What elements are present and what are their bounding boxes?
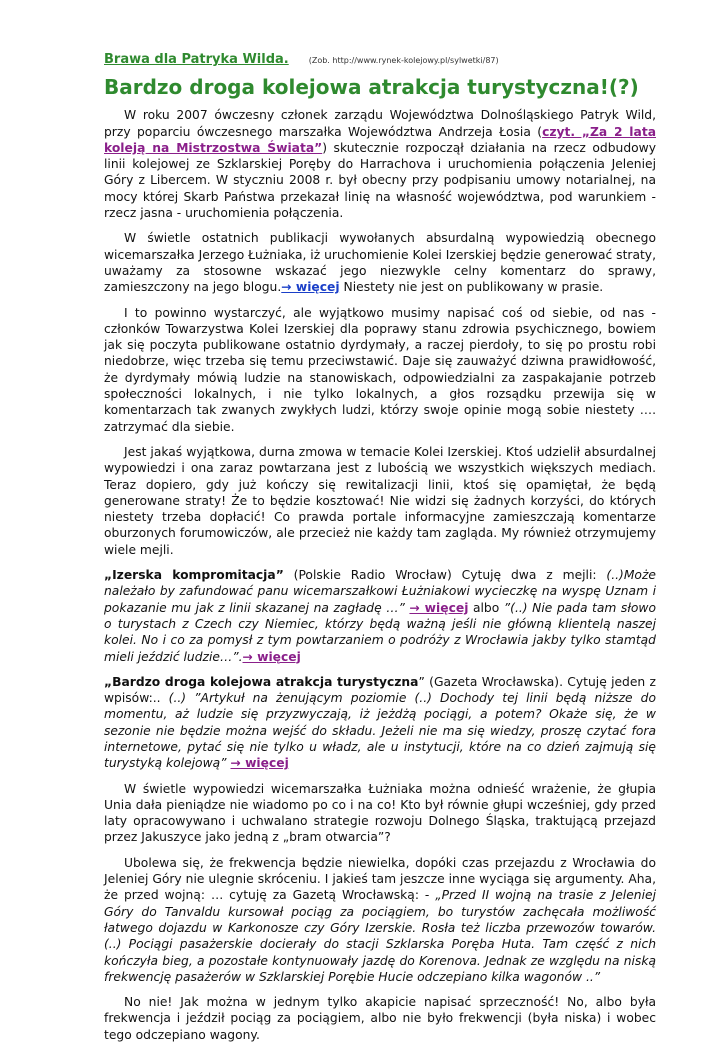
- paragraph-5: [104, 567, 656, 665]
- paragraph-5-text-b: albo: [468, 600, 504, 615]
- paragraph-5-text-a: (Polskie Radio Wrocław) Cytuję dwa z mejli:: [283, 568, 607, 583]
- paragraph-8: [104, 855, 656, 985]
- link-wiecej-radio-1[interactable]: → więcej: [409, 600, 469, 615]
- link-wiecej-blog[interactable]: → więcej: [281, 280, 340, 295]
- header-source-note: (Zob. http://www.rynek-kolejowy.pl/sylwetki/87): [308, 56, 499, 65]
- link-wiecej-radio-2[interactable]: → więcej: [242, 649, 301, 664]
- paragraph-2-text-b: Niestety nie jest on publikowany w prasie.: [339, 280, 604, 295]
- paragraph-8-quote: „Przed II wojną na trasie z Jeleniej Góry do Tanvaldu kursował pociąg za pociągiem, bo turystów zachęcała możliwość łatwego dojazdu w Karkonosze czy Góry Izerskie. Rosła też liczba przewozów towarów. (..) Pociągi pasażerskie docierały do stacji Szklarska Poręba Huta. Tam część z nich kończyła bieg, a pozostałe kontynuowały jazdę do Korenova. Jednak ze względu na niską frekwencję pasażerów w Szklarskiej Porębie Hucie odczepiano kilka wagonów ..”: [104, 888, 656, 984]
- paragraph-6: [104, 674, 656, 772]
- quote-title-izerska: „Izerska kompromitacja”: [104, 568, 284, 583]
- link-wiecej-gazeta[interactable]: → więcej: [230, 756, 289, 771]
- paragraph-9: No nie! Jak można w jednym tylko akapicie napisać sprzeczność! No, albo była frekwencja i jeździł pociąg za pociągiem, albo nie było frekwencji (była niska) i wobec tego odczepiano wagony.: [104, 995, 656, 1042]
- link-czyt-mistrzostwa[interactable]: czyt. „Za 2 lata koleją na Mistrzostwa Świata”: [104, 124, 656, 155]
- header: [104, 52, 656, 69]
- paragraph-2: [104, 230, 656, 295]
- paragraph-6-text-a: ” (Gazeta Wrocławska). Cytuję jeden z wpisów:..: [104, 674, 656, 706]
- paragraph-1-text-a: W roku 2007 ówczesny członek zarządu Województwa Dolnośląskiego Patryk Wild, przy poparciu ówczesnego marszałka Województwa Andrzeja Łosia (: [104, 108, 656, 139]
- header-title-link[interactable]: Brawa dla Patryka Wilda.: [104, 52, 289, 67]
- paragraph-1: [104, 107, 656, 221]
- paragraph-8-text-a: Ubolewa się, że frekwencja będzie niewielka, dopóki czas przejazdu z Wrocławia do Jeleniej Góry nie ulegnie skróceniu. I jakieś tam jeszcze inne wyciąga się argumenty. Aha, że przed wojną: … cytuję za Gazetą Wrocławską: -: [104, 855, 656, 903]
- paragraph-2-text-a: W świetle ostatnich publikacji wywołanych absurdalną wypowiedzią obecnego wicemarszałka Jerzego Łużniaka, iż uruchomienie Kolei Izerskiej będzie generować straty, uważamy za stosowne wskazać jego niezwykle celny komentarz do sprawy, zamieszczony na jego blogu.: [104, 231, 656, 295]
- paragraph-6-quote: (..) ”Artykuł na żenującym poziomie (..) Dochody tej linii będą niższe do momentu, aż ludzie się przyzwyczają, iż jeżdżą pociągi, a potem? Okaże się, że w sezonie nie będzie można wejść do składu. Jeżeli nie ma się wiedzy, proszę czytać fora internetowe, pytać się nie tylko u władz, ale u instytucji, które na co dzień zajmują się turystyką kolejową”: [104, 691, 657, 771]
- paragraph-5-quote-1: (..)Może należało by zafundować panu wicemarszałkowi Łużniakowi wycieczkę na wyspę Uznam i pokazanie mu jak z linii skazanej na zagładę …”: [104, 568, 656, 615]
- main-title: Bardzo droga kolejowa atrakcja turystyczna!(?): [104, 75, 639, 100]
- paragraph-3: I to powinno wystarczyć, ale wyjątkowo musimy napisać coś od siebie, od nas - członków Towarzystwa Kolei Izerskiej dla poprawy stanu zdrowia psychicznego, bowiem jak się poczyta publikowane ostatnio dyrdymały, a raczej pierdoły, to się po prostu robi niedobrze, więc trzeba się temu przeciwstawić. Daje się zauważyć dziwna prawidłowość, że dyrdymały mówią ludzie na stanowiskach, odpowiedzialni za zaspakajanie potrzeb społeczności lokalnych, i nie tylko lokalnych, a głos rozsądku przewija się w komentarzach tak zwanych zwykłych ludzi, którzy swoje opinie mogą sobie niestety …. zatrzymać dla siebie.: [104, 305, 656, 434]
- paragraph-7: W świetle wypowiedzi wicemarszałka Łużniaka można odnieść wrażenie, że głupia Unia dała pieniądze nie wiadomo po co i na co! Kto był równie głupi wcześniej, gdy przed laty opracowywano i uchwalano strategie rozwoju Dolnego Śląska, traktującą przejazd przez Jakuszyce jako jedną z „bram otwarcia”?: [104, 781, 656, 845]
- document-page: [104, 52, 656, 1052]
- paragraph-5-quote-2: ”(..) Nie pada tam słowo o turystach z Czech czy Niemiec, którzy będą ważną jeśli nie główną klientelą naszej kolei. No i co za pomysł z tym powtarzaniem o podróży z Wrocławia jakby tylko stamtąd mieli jeździć ludzie…”.: [104, 600, 656, 664]
- quote-title-gazeta: „Bardzo droga kolejowa atrakcja turystyczna: [104, 674, 419, 689]
- paragraph-1-text-b: ) skutecznie rozpoczął działania na rzecz odbudowy linii kolejowej ze Szklarskiej Poręby do Harrachova i uruchomienia połączenia Jeleniej Góry z Libercem. W styczniu 2008 r. był obecny przy podpisaniu umowy notarialnej, na mocy której Skarb Państwa przekazał linię na własność województwa, pod warunkiem - rzecz jasna - uruchomienia połączenia.: [104, 140, 656, 221]
- paragraph-4: Jest jakaś wyjątkowa, durna zmowa w temacie Kolei Izerskiej. Ktoś udzielił absurdalnej wypowiedzi i ona zaraz powtarzana jest z lubością we wszystkich większych mediach. Teraz dopiero, gdy już kończy się rewitalizacji linii, ktoś się opamiętał, że będą generowane straty! Że to będzie kosztować! Nie widzi się żadnych korzyści, do których niestety trzeba dopłacić! Co prawda portale informacyjne zamieszczają komentarze oburzonych forumowiczów, ale przecież nie każdy tam zagląda. My również otrzymujemy wiele mejli.: [104, 444, 656, 557]
